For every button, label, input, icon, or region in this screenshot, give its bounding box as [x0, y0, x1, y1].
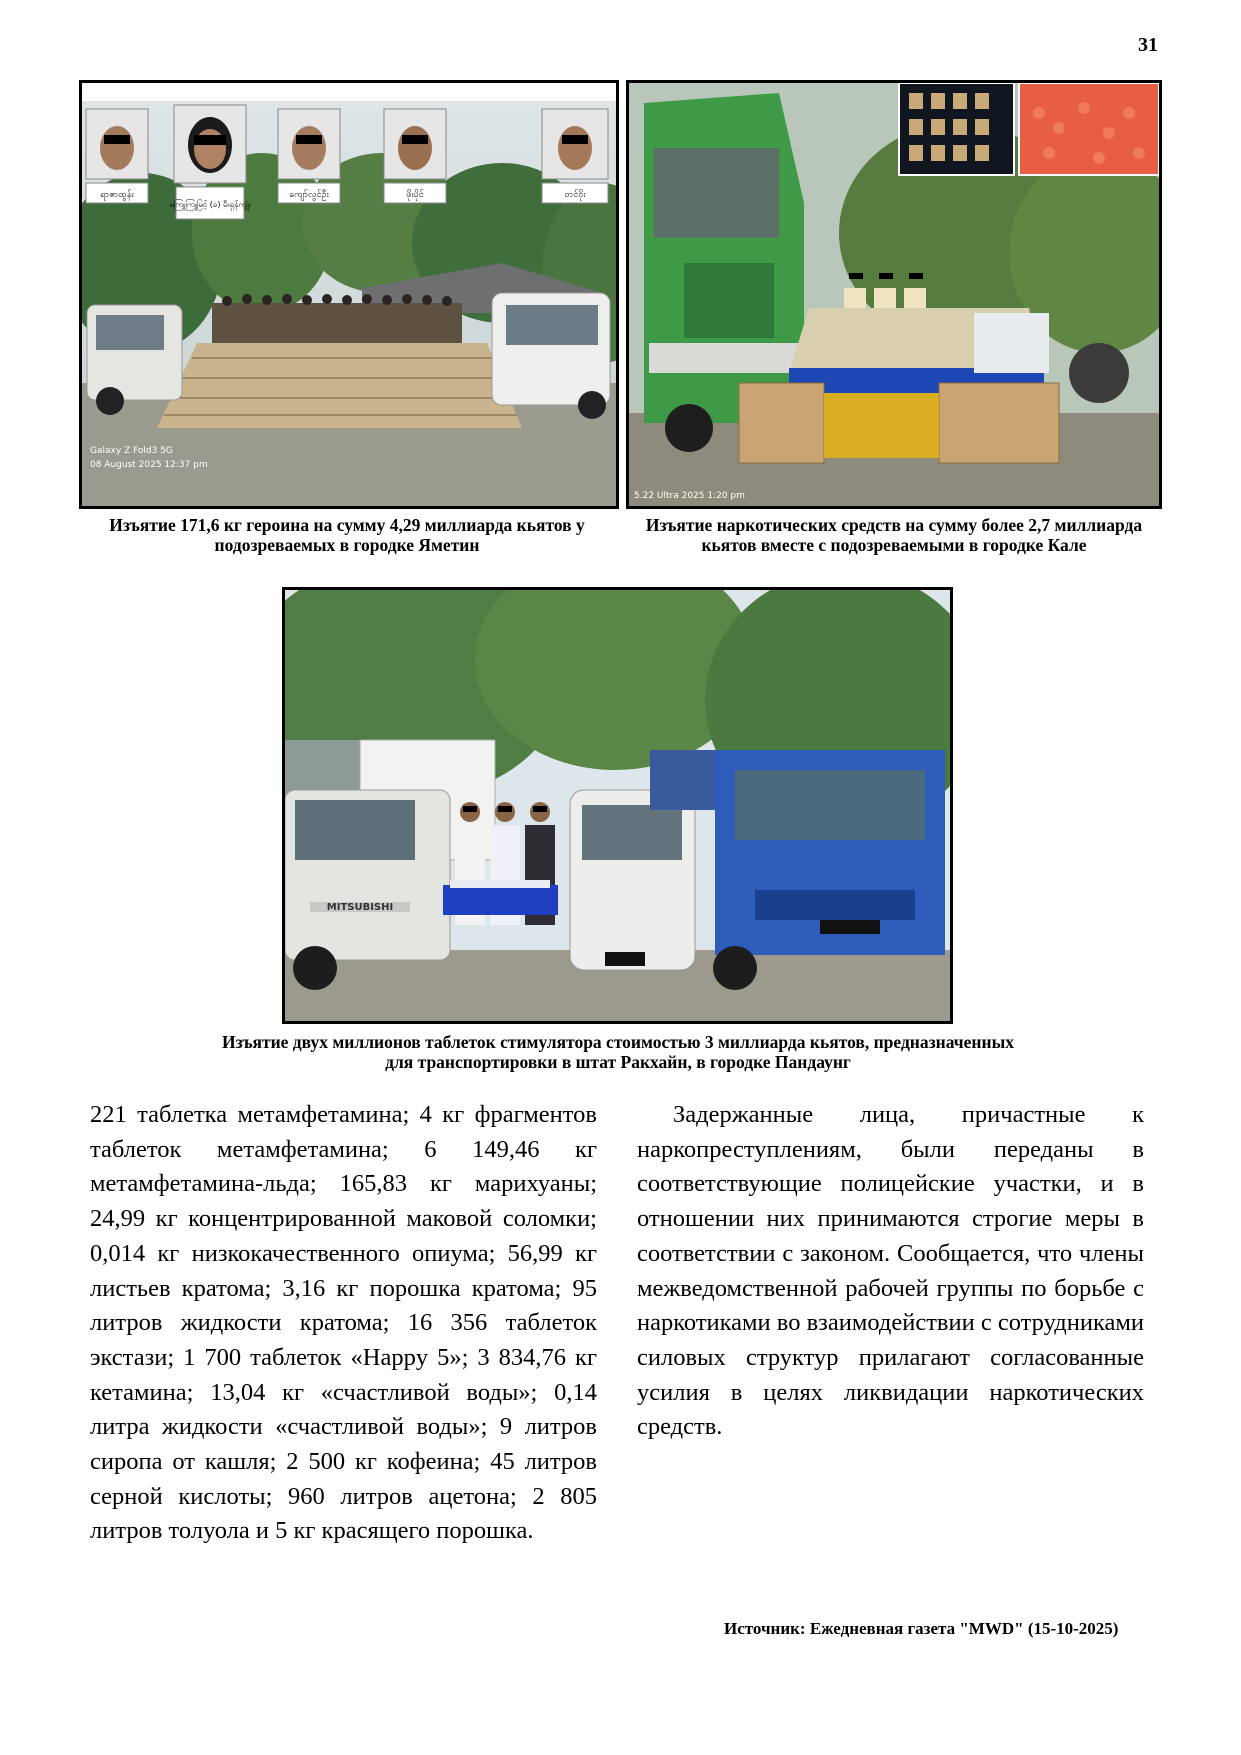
photo-stamp-device: Galaxy Z Fold3 5G [90, 446, 173, 456]
photo-yamethin-seizure [79, 80, 619, 509]
caption-yamethin: Изъятие 171,6 кг героина на сумму 4,29 миллиарда кьятов у подозреваемых в городке Яметин [109, 515, 585, 555]
photo-kale-seizure [626, 80, 1162, 509]
photo-stamp-date: 08 August 2025 12:37 pm [90, 460, 208, 470]
article-right-column [637, 1098, 1144, 1445]
caption-kale: Изъятие наркотических средств на сумму более 2,7 миллиарда кьятов вместе с подозреваемыми в городке Кале [645, 515, 1143, 555]
article-left-column [90, 1098, 597, 1549]
photo-padaung-seizure [282, 587, 953, 1024]
article-right-paragraph: Задержанные лица, причастные к наркопреступлениям, были переданы в соответствующие полицейские участки, и в отношении них принимаются строгие меры в соответствии с законом. Сообщается, что члены межведомственной рабочей группы по борьбе с наркотиками во взаимодействии с сотрудниками силовых структур прилагают согласованные усилия в целях ликвидации наркотических средств. [637, 1101, 1144, 1441]
article-left-paragraph: 221 таблетка метамфетамина; 4 кг фрагментов таблеток метамфетамина; 6 149,46 кг метамфетамина-льда; 165,83 кг марихуаны; 24,99 кг концентрированной маковой соломки; 0,014 кг низкокачественного опиума; 56,99 кг листьев кратома; 3,16 кг порошка кратома; 95 литров жидкости кратома; 16 356 таблеток экстази; 1 700 таблеток «Happy 5»; 3 834,76 кг кетамина; 13,04 кг «счастливой воды»; 0,14 литра жидкости «счастливой воды»; 9 литров сиропа от кашля; 2 500 кг кофеина; 45 литров серной кислоты; 960 литров ацетона; 2 805 литров толуола и 5 кг красящего порошка. [90, 1101, 597, 1545]
caption-padaung: Изъятие двух миллионов таблеток стимулятора стоимостью 3 миллиарда кьятов, предназначенных для транспортировки в штат Ракхайн, в городке Пандаунг [221, 1032, 1015, 1072]
suspect-label-1: ရာဇာထွန်း [100, 190, 134, 200]
suspect-label-5: တင်ဝိုး [564, 190, 586, 200]
page-number: 31 [1138, 34, 1158, 56]
truck-brand: MITSUBISHI [326, 902, 394, 913]
suspect-label-4: ဖိုးပိုင် [406, 190, 424, 200]
suspect-label-2: မကြူကြူမြင့် (ခ) မီးရှန်ကျုံး [169, 200, 251, 209]
suspect-label-3: ကျော်လွင်ဦး [289, 190, 329, 200]
source-credit: Источник: Ежедневная газета "MWD" (15-10-2025) [724, 1619, 1119, 1638]
photo-stamp: 5.22 Ultra 2025 1:20 pm [634, 491, 745, 501]
